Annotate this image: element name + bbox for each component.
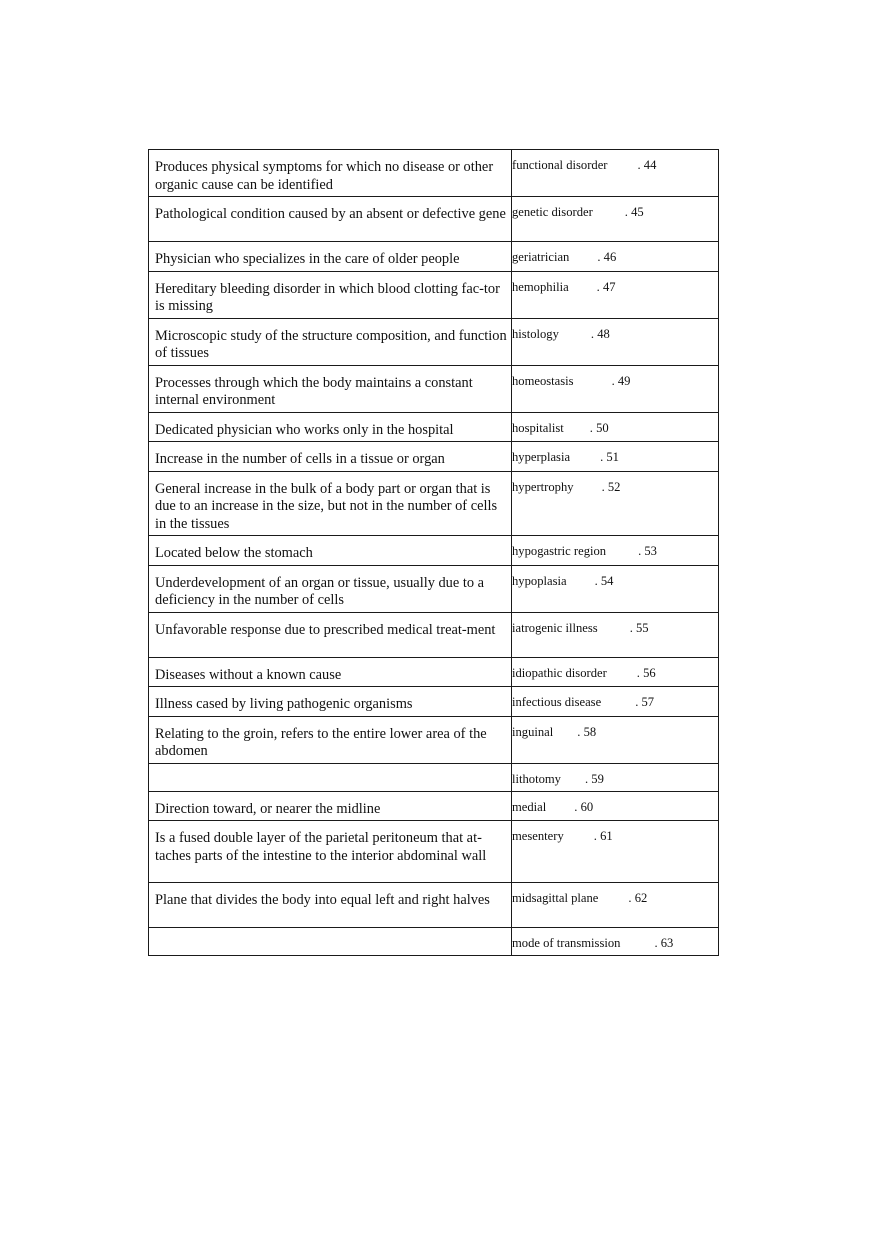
item-number: . 63: [654, 936, 674, 950]
table-row: [149, 242, 719, 272]
table-row: [149, 365, 719, 412]
item-number: . 59: [584, 771, 604, 786]
item-number: . 58: [577, 724, 597, 739]
definition-cell: Diseases without a known cause: [149, 657, 512, 687]
term-label: mesentery: [512, 829, 564, 843]
term-label: geriatrician: [512, 250, 570, 264]
item-number: . 44: [637, 158, 657, 172]
term-cell: [512, 442, 719, 472]
definition-cell: Microscopic study of the structure composition, and function of tissues: [149, 318, 512, 365]
table-row: [149, 318, 719, 365]
table-row: [149, 883, 719, 928]
item-number: . 61: [593, 829, 613, 843]
item-number: . 50: [589, 420, 609, 435]
item-number: . 56: [636, 665, 656, 680]
table-row: [149, 442, 719, 472]
definition-cell: Is a fused double layer of the parietal peritoneum that at-taches parts of the intestine to the interior abdominal wall: [149, 821, 512, 883]
item-number: . 46: [597, 250, 617, 264]
term-label: hypogastric region: [512, 544, 607, 558]
term-cell: [512, 271, 719, 318]
term-cell: [512, 412, 719, 442]
table-row: [149, 565, 719, 612]
table-row: [149, 687, 719, 717]
table-row: [149, 471, 719, 536]
item-number: . 54: [594, 573, 614, 588]
item-number: . 45: [624, 205, 644, 219]
term-label: hypertrophy: [512, 479, 574, 494]
glossary-table: [148, 149, 719, 956]
definition-cell: [149, 928, 512, 956]
item-number: . 52: [601, 479, 621, 494]
term-cell: [512, 821, 719, 883]
item-number: . 47: [596, 279, 616, 294]
term-cell: [512, 657, 719, 687]
term-cell: [512, 791, 719, 821]
term-label: hospitalist: [512, 420, 564, 435]
term-cell: [512, 612, 719, 657]
term-cell: [512, 318, 719, 365]
term-cell: [512, 242, 719, 272]
term-cell: [512, 883, 719, 928]
term-cell: [512, 763, 719, 791]
item-number: . 49: [611, 373, 631, 388]
definition-cell: Processes through which the body maintains a constant internal environment: [149, 365, 512, 412]
item-number: . 53: [638, 544, 657, 558]
definition-cell: Illness cased by living pathogenic organisms: [149, 687, 512, 717]
term-label: hemophilia: [512, 279, 569, 294]
table-row: [149, 791, 719, 821]
term-label: idiopathic disorder: [512, 665, 607, 680]
item-number: . 60: [574, 799, 594, 814]
definition-cell: Increase in the number of cells in a tissue or organ: [149, 442, 512, 472]
item-number: . 51: [600, 450, 619, 464]
term-label: medial: [512, 799, 547, 814]
term-label: mode of transmission: [512, 936, 621, 950]
term-label: hyperplasia: [512, 450, 571, 464]
item-number: . 57: [635, 695, 655, 709]
table-row: [149, 536, 719, 566]
table-row: [149, 763, 719, 791]
table-row: [149, 612, 719, 657]
definition-cell: Physician who specializes in the care of older people: [149, 242, 512, 272]
definition-cell: [149, 763, 512, 791]
definition-cell: Hereditary bleeding disorder in which blood clotting fac-tor is missing: [149, 271, 512, 318]
term-label: histology: [512, 326, 559, 341]
table-row: [149, 412, 719, 442]
term-label: homeostasis: [512, 373, 574, 388]
term-label: lithotomy: [512, 771, 561, 786]
term-label: hypoplasia: [512, 573, 567, 588]
term-cell: [512, 197, 719, 242]
table-row: [149, 271, 719, 318]
glossary-body: [149, 150, 719, 956]
table-row: [149, 821, 719, 883]
item-number: . 48: [590, 326, 610, 341]
definition-cell: General increase in the bulk of a body part or organ that is due to an increase in the size, but not in the number of cells in the tissues: [149, 471, 512, 536]
term-cell: [512, 716, 719, 763]
term-label: infectious disease: [512, 695, 602, 709]
table-row: [149, 928, 719, 956]
term-cell: [512, 471, 719, 536]
table-row: [149, 150, 719, 197]
table-row: [149, 197, 719, 242]
term-cell: [512, 565, 719, 612]
definition-cell: Direction toward, or nearer the midline: [149, 791, 512, 821]
definition-cell: Underdevelopment of an organ or tissue, usually due to a deficiency in the number of cells: [149, 565, 512, 612]
definition-cell: Produces physical symptoms for which no disease or other organic cause can be identified: [149, 150, 512, 197]
definition-cell: Pathological condition caused by an absent or defective gene: [149, 197, 512, 242]
definition-cell: Relating to the groin, refers to the entire lower area of the abdomen: [149, 716, 512, 763]
table-row: [149, 657, 719, 687]
item-number: . 62: [628, 891, 648, 905]
term-label: iatrogenic illness: [512, 620, 598, 635]
definition-cell: Located below the stomach: [149, 536, 512, 566]
term-cell: [512, 687, 719, 717]
term-cell: [512, 928, 719, 956]
term-label: functional disorder: [512, 158, 608, 172]
term-cell: [512, 150, 719, 197]
table-row: [149, 716, 719, 763]
term-cell: [512, 536, 719, 566]
definition-cell: Plane that divides the body into equal left and right halves: [149, 883, 512, 928]
item-number: . 55: [629, 620, 649, 635]
term-cell: [512, 365, 719, 412]
definition-cell: Unfavorable response due to prescribed medical treat-ment: [149, 612, 512, 657]
term-label: midsagittal plane: [512, 891, 599, 905]
term-label: genetic disorder: [512, 205, 593, 219]
definition-cell: Dedicated physician who works only in the hospital: [149, 412, 512, 442]
term-label: inguinal: [512, 724, 554, 739]
